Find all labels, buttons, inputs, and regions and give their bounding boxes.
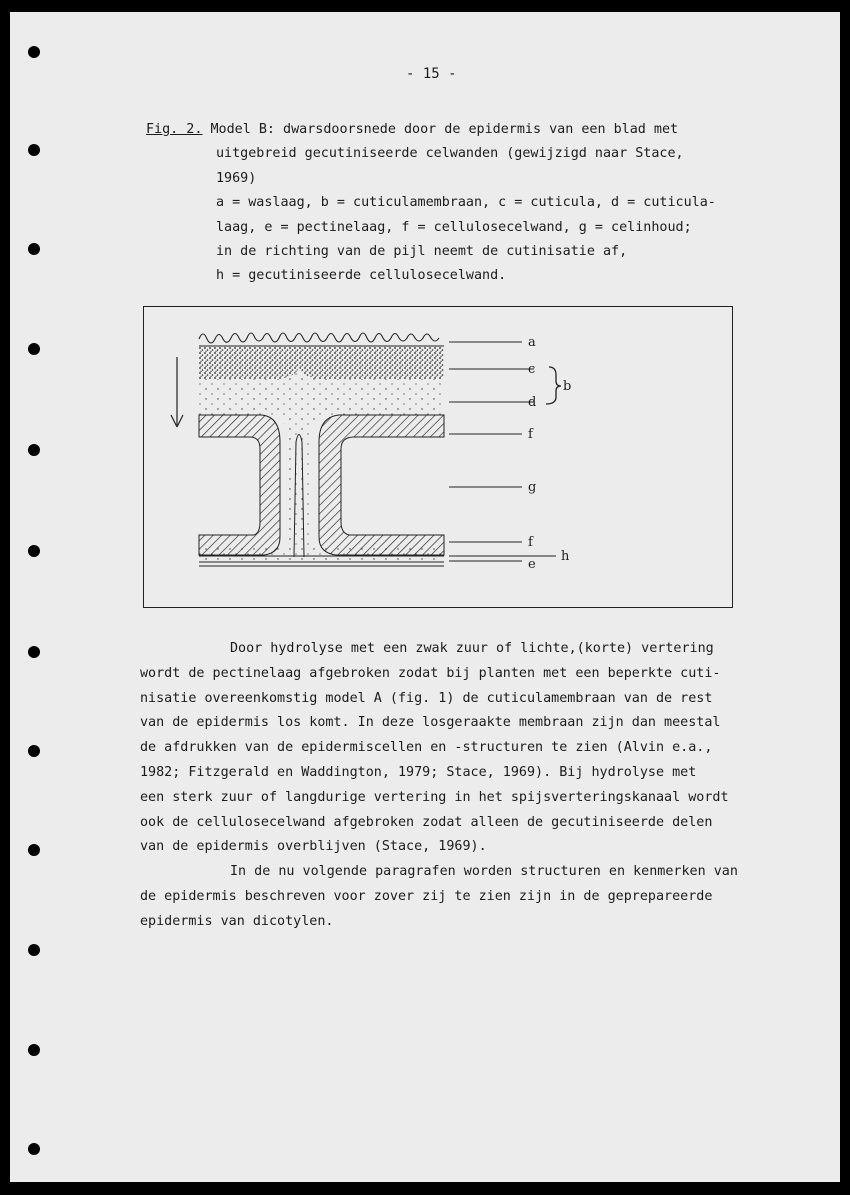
paragraph-line: een sterk zuur of langdurige vertering in het spijsverteringskanaal wordt [140, 789, 729, 805]
label-f-top: f [528, 427, 533, 442]
paragraph-line: de afdrukken van de epidermiscellen en -structuren te zien (Alvin e.a., [140, 740, 713, 756]
figure-label: Fig. 2. [146, 122, 203, 137]
caption-line: h = gecutiniseerde cellulosecelwand. [216, 268, 507, 284]
document-page [10, 12, 840, 1182]
paragraph-line: wordt de pectinelaag afgebroken zodat bij planten met een beperkte cuti- [140, 665, 721, 681]
caption-line: a = waslaag, b = cuticulamembraan, c = cuticula, d = cuticula- [216, 195, 716, 211]
caption-line: laag, e = pectinelaag, f = cellulosecelwand, g = celinhoud; [216, 219, 692, 235]
paragraph-line: van de epidermis los komt. In deze losgeraakte membraan zijn dan meestal [140, 715, 721, 731]
cuticula-layer [199, 347, 444, 379]
paragraph-line: ook de cellulosecelwand afgebroken zodat alleen de gecutiniseerde delen [140, 814, 713, 830]
label-g: g [528, 480, 537, 495]
punch-hole [28, 444, 40, 456]
punch-hole [28, 46, 40, 58]
punch-hole [28, 144, 40, 156]
label-e: e [528, 557, 536, 572]
wax-layer [199, 333, 439, 343]
label-b: b [563, 379, 572, 394]
punch-hole [28, 844, 40, 856]
caption-line: in de richting van de pijl neemt de cutinisatie af, [216, 244, 628, 260]
paragraph-line: epidermis van dicotylen. [140, 913, 334, 929]
label-d: d [528, 395, 537, 410]
punch-hole [28, 745, 40, 757]
punch-hole [28, 545, 40, 557]
epidermis-diagram [143, 306, 733, 608]
body-text [140, 637, 780, 935]
paragraph-line: de epidermis beschreven voor zover zij te zien zijn in de geprepareerde [140, 888, 713, 904]
label-f-bottom: f [528, 535, 533, 550]
label-h: h [561, 549, 570, 564]
punch-hole [28, 646, 40, 658]
cellulose-wall-right [319, 415, 444, 555]
figure-caption [146, 118, 746, 289]
paragraph-line: 1982; Fitzgerald en Waddington, 1979; Stace, 1969). Bij hydrolyse met [140, 764, 697, 780]
caption-text: Model B: dwarsdoorsnede door de epidermis van een blad met [210, 122, 679, 137]
paragraph-line: Door hydrolyse met een zwak zuur of lichte,(korte) vertering [230, 641, 714, 656]
bracket-b [546, 367, 561, 404]
caption-line-1 [146, 118, 746, 142]
paragraph-line: van de epidermis overblijven (Stace, 1969). [140, 839, 487, 855]
punch-hole [28, 1143, 40, 1155]
punch-hole [28, 944, 40, 956]
paragraph-line: nisatie overeenkomstig model A (fig. 1) de cuticulamembraan van de rest [140, 690, 713, 706]
cellulose-wall-left [199, 415, 280, 555]
label-a: a [528, 335, 536, 350]
page-number: - 15 - [406, 66, 457, 82]
caption-line: 1969) [216, 170, 257, 186]
punch-hole [28, 243, 40, 255]
punch-hole [28, 1044, 40, 1056]
punch-hole [28, 343, 40, 355]
caption-line: uitgebreid gecutiniseerde celwanden (gewijzigd naar Stace, [216, 146, 684, 162]
epidermis-cross-section [144, 307, 732, 607]
paragraph-line: In de nu volgende paragrafen worden structuren en kenmerken van [230, 864, 738, 880]
label-c: c [528, 362, 536, 377]
